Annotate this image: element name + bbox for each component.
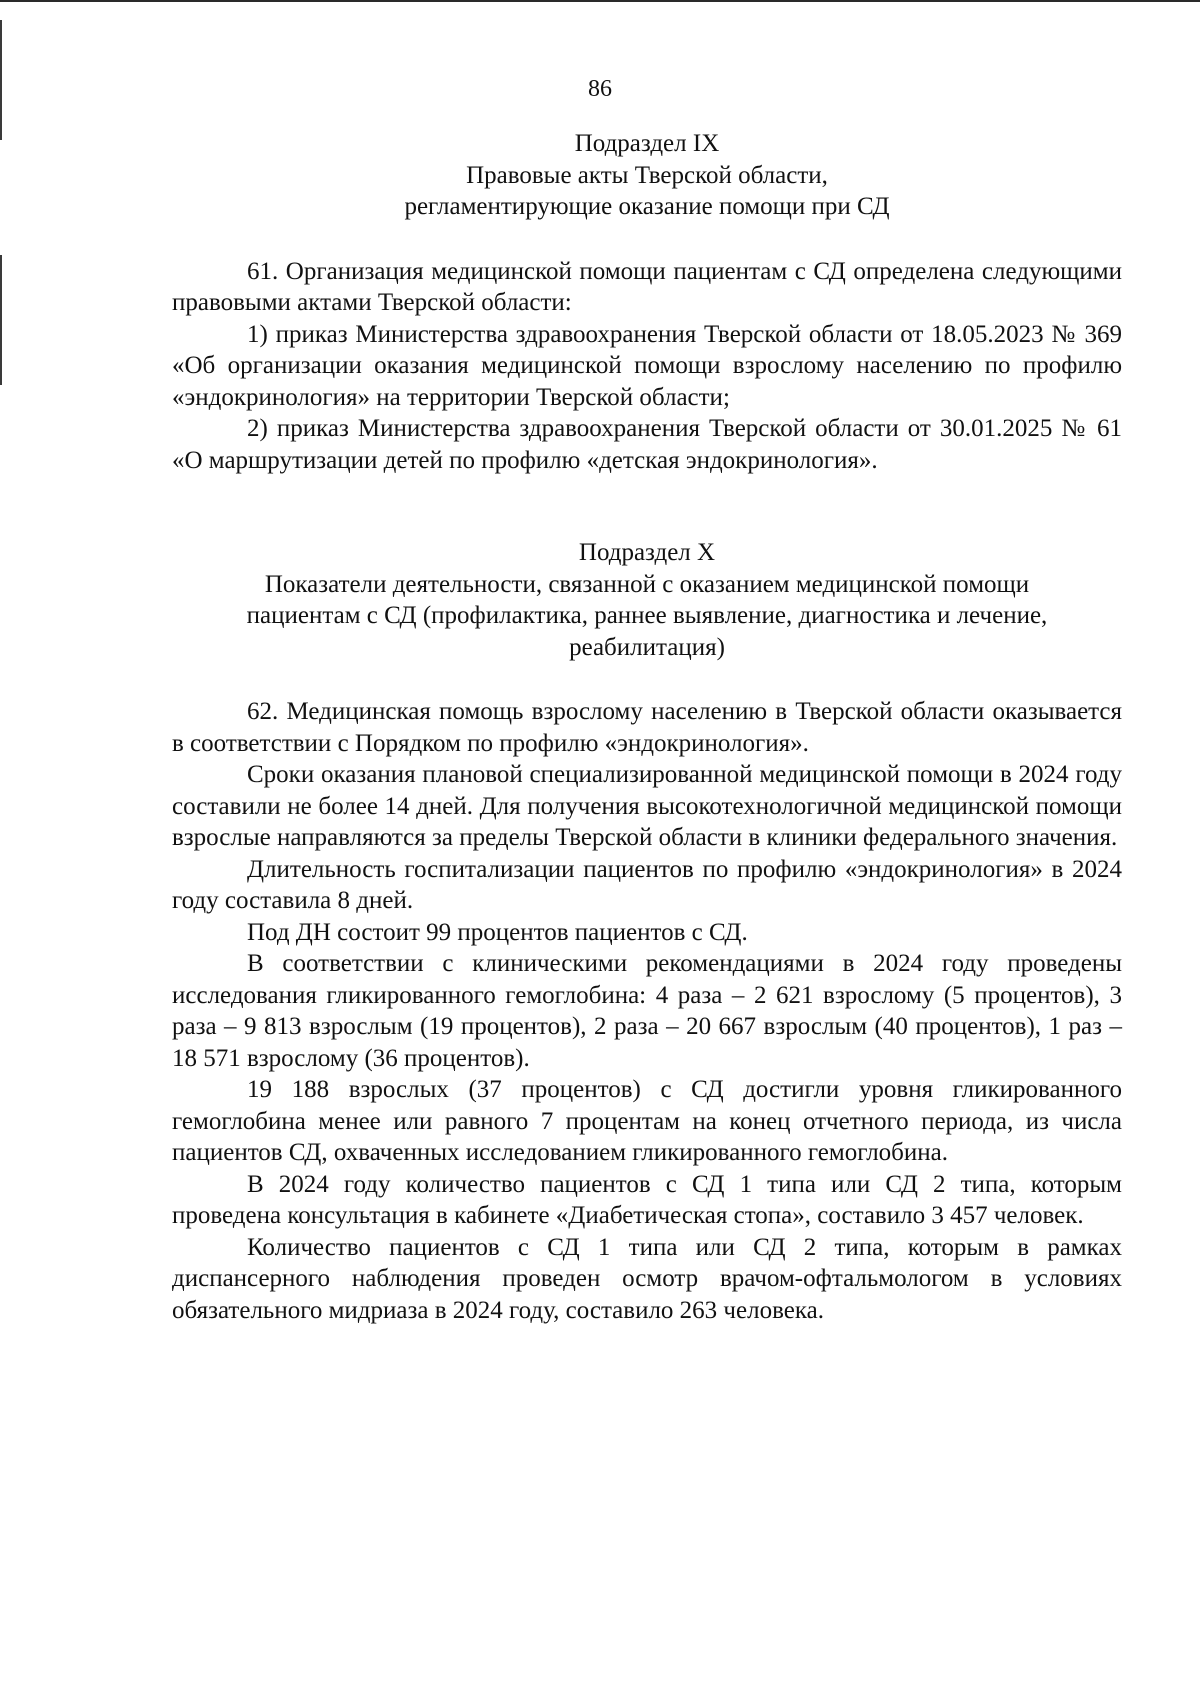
paragraph-hba1c-tests: В соответствии с клиническими рекомендациями в 2024 году проведены исследования гликированного гемоглобина: 4 раза – 2 621 взрослому (5 процентов), 3 раза – 9 813 взрослым (19 процентов), 2 раза – 20 667 взрослым (40 процентов), 1 раз – 18 571 взрослому (36 процентов). (172, 950, 1122, 1072)
paragraph-ophthalmology: Количество пациентов с СД 1 типа или СД 2 типа, которым в рамках диспансерного наблюдения проведен осмотр врачом-офтальмологом в условиях обязательного мидриаза в 2024 году, составило 263 человека. (172, 1233, 1122, 1324)
paragraph-61-item-1: 1) приказ Министерства здравоохранения Тверской области от 18.05.2023 № 369 «Об организации оказания медицинской помощи взрослому населению по профилю «эндокринология» на территории Тверской области; (172, 320, 1122, 411)
scan-edge-top (0, 0, 1200, 2)
section-x-heading (172, 537, 1122, 663)
paragraph-dispensary: Под ДН состоит 99 процентов пациентов с СД. (247, 918, 748, 946)
page-number: 86 (588, 76, 612, 102)
section-x-subtitle-line-3: реабилитация) (569, 633, 725, 661)
scan-edge-left-lower (0, 255, 2, 385)
paragraph-diabetic-foot: В 2024 году количество пациентов с СД 1 типа или СД 2 типа, которым проведена консультация в кабинете «Диабетическая стопа», составило 3 457 человек. (172, 1170, 1122, 1229)
section-ix-subtitle-line-2: регламентирующие оказание помощи при СД (404, 193, 890, 220)
section-x-title: Подраздел X (578, 539, 716, 566)
section-x-subtitle-line-2: пациентам с СД (профилактика, раннее выявление, диагностика и лечение, (246, 602, 1048, 629)
paragraph-62: 62. Медицинская помощь взрослому населению в Тверской области оказывается в соответствии с Порядком по профилю «эндокринология». (172, 698, 1122, 757)
section-ix-subtitle-line-1: Правовые акты Тверской области, (466, 161, 828, 189)
section-ix-title: Подраздел IX (574, 130, 720, 157)
document-body (172, 128, 1122, 1326)
paragraph-61-item-2: 2) приказ Министерства здравоохранения Тверской области от 30.01.2025 № 61 «О маршрутизации детей по профилю «детская эндокринология». (172, 415, 1122, 474)
section-x-subtitle-line-1: Показатели деятельности, связанной с оказанием медицинской помощи (264, 570, 1030, 598)
paragraph-61: 61. Организация медицинской помощи пациентам с СД определена следующими правовыми актами Тверской области: (172, 257, 1122, 316)
paragraph-terms: Сроки оказания плановой специализированной медицинской помощи в 2024 году составили не более 14 дней. Для получения высокотехнологичной медицинской помощи взрослые направляются за пределы Тверской области в клиники федерального значения. (172, 761, 1122, 851)
section-ix-heading (172, 128, 1122, 223)
paragraph-hospitalization: Длительность госпитализации пациентов по профилю «эндокринология» в 2024 году составила 8 дней. (172, 855, 1122, 914)
paragraph-hba1c-target: 19 188 взрослых (37 процентов) с СД достигли уровня гликированного гемоглобина менее или равного 7 процентам на конец отчетного периода, из числа пациентов СД, охваченных исследованием гликированного гемоглобина. (172, 1076, 1122, 1166)
